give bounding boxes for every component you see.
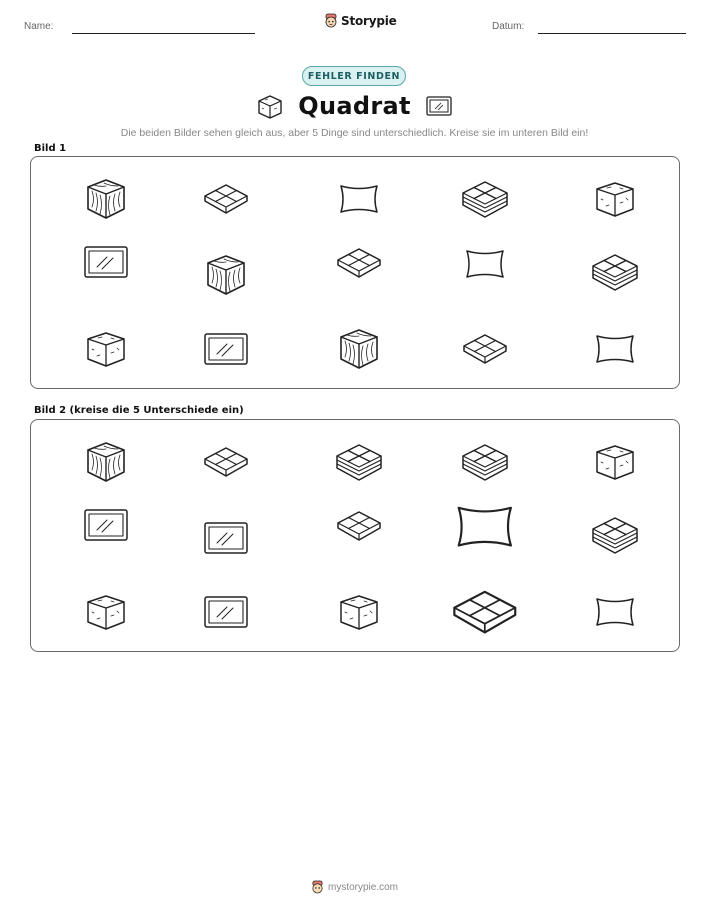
pillow-icon <box>335 182 383 216</box>
wood-cube-icon <box>337 327 381 371</box>
pillow-icon <box>461 247 509 281</box>
page-title: Quadrat <box>298 92 411 120</box>
picture1-panel <box>30 156 680 389</box>
cushion-square-icon <box>202 181 250 217</box>
cushion-square-icon <box>335 245 383 281</box>
worksheet-type-badge: FEHLER FINDEN <box>302 66 406 86</box>
wood-cube-icon[interactable] <box>84 440 128 484</box>
footer <box>0 880 709 894</box>
stacked-cushion-icon[interactable] <box>590 515 640 555</box>
brand-logo <box>324 13 397 28</box>
title-row <box>0 92 709 120</box>
stacked-cushion-icon[interactable] <box>460 442 510 482</box>
storypie-mascot-icon <box>324 13 338 28</box>
picture2-panel[interactable] <box>30 419 680 652</box>
cushion-square-icon <box>461 331 509 367</box>
pillow-icon[interactable] <box>450 502 520 551</box>
stacked-cushion-icon <box>460 179 510 219</box>
name-label: Name: <box>24 21 54 32</box>
pillow-icon <box>591 332 639 366</box>
glass-frame-icon <box>83 245 129 279</box>
stone-cube-icon <box>593 179 637 219</box>
glass-frame-icon[interactable] <box>83 508 129 542</box>
stacked-cushion-icon[interactable] <box>334 442 384 482</box>
picture1-label: Bild 1 <box>34 143 67 154</box>
stone-cube-icon[interactable] <box>84 592 128 632</box>
cushion-square-icon[interactable] <box>335 508 383 544</box>
glass-frame-icon[interactable] <box>203 595 249 629</box>
pillow-icon[interactable] <box>591 595 639 629</box>
stone-cube-icon <box>256 92 284 120</box>
wood-cube-icon <box>84 177 128 221</box>
name-field[interactable] <box>72 33 255 34</box>
wood-cube-icon <box>204 253 248 297</box>
stacked-cushion-icon <box>590 252 640 292</box>
picture2-label: Bild 2 (kreise die 5 Unterschiede ein) <box>34 405 244 416</box>
storypie-mascot-icon <box>311 880 324 894</box>
date-field[interactable] <box>538 33 686 34</box>
stone-cube-icon[interactable] <box>337 592 381 632</box>
glass-frame-icon[interactable] <box>203 521 249 555</box>
cushion-square-icon[interactable] <box>202 444 250 480</box>
instructions: Die beiden Bilder sehen gleich aus, aber 5 Dinge sind unterschiedlich. Kreise sie im unteren Bild ein! <box>120 127 589 139</box>
stone-cube-icon[interactable] <box>593 442 637 482</box>
brand-name: Storypie <box>341 13 397 28</box>
cushion-square-icon[interactable] <box>450 586 520 638</box>
stone-cube-icon <box>84 329 128 369</box>
glass-frame-icon <box>203 332 249 366</box>
glass-frame-icon <box>425 94 453 118</box>
footer-url: mystorypie.com <box>327 881 398 893</box>
date-label: Datum: <box>492 21 525 32</box>
